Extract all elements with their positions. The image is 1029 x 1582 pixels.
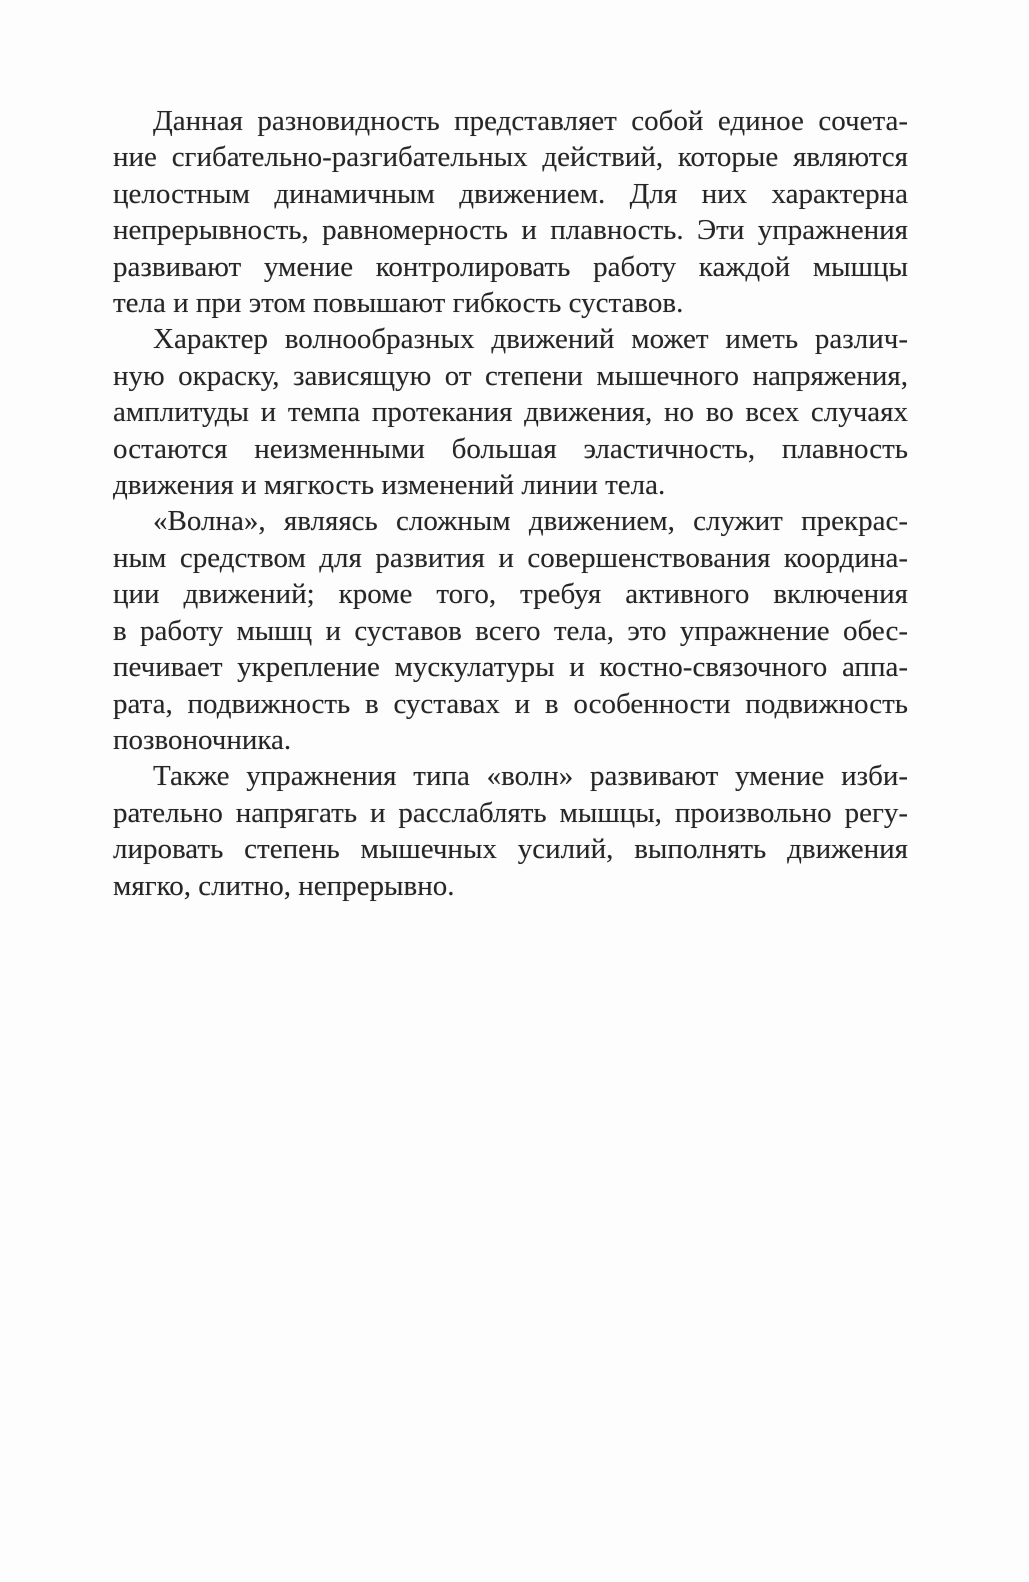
text-line: рательно напрягать и расслаблять мышцы, произвольно регу-: [113, 796, 908, 829]
page-text-block: [113, 103, 908, 904]
text-line: движения и мягкость изменений линии тела.: [113, 469, 666, 502]
text-line: рата, подвижность в суставах и в особенности подвижность: [113, 687, 908, 720]
text-line: в работу мышц и суставов всего тела, это упражнение обес-: [113, 614, 908, 647]
text-line: Характер волнообразных движений может иметь различ-: [153, 323, 908, 356]
text-line: позвоночника.: [113, 723, 292, 756]
text-line: лировать степень мышечных усилий, выполнять движения: [113, 833, 908, 866]
text-line: ние сгибательно-разгибательных действий, которые являются: [113, 141, 908, 174]
text-line: ную окраску, зависящую от степени мышечного напряжения,: [113, 359, 908, 392]
text-line: мягко, слитно, непрерывно.: [113, 869, 455, 902]
text-line: развивают умение контролировать работу каждой мышцы: [113, 250, 908, 283]
paragraph: [113, 503, 908, 758]
paragraph: [113, 103, 908, 321]
text-line: тела и при этом повышают гибкость суставов.: [113, 287, 684, 320]
text-line: печивает укрепление мускулатуры и костно-связочного аппа-: [113, 651, 908, 684]
text-line: ным средством для развития и совершенствования координа-: [113, 541, 908, 574]
text-line: остаются неизменными большая эластичность, плавность: [113, 432, 908, 465]
text-line: непрерывность, равномерность и плавность. Эти упражнения: [113, 214, 908, 247]
paragraph: [113, 321, 908, 503]
text-line: амплитуды и темпа протекания движения, но во всех случаях: [113, 396, 908, 429]
text-line: «Волна», являясь сложным движением, служит прекрас-: [153, 505, 908, 538]
text-line: Также упражнения типа «волн» развивают умение изби-: [153, 760, 908, 793]
text-line: Данная разновидность представляет собой единое сочета-: [153, 105, 908, 137]
text-line: целостным динамичным движением. Для них характерна: [113, 177, 908, 210]
paragraph: [113, 758, 908, 904]
text-line: ции движений; кроме того, требуя активного включения: [113, 578, 908, 611]
